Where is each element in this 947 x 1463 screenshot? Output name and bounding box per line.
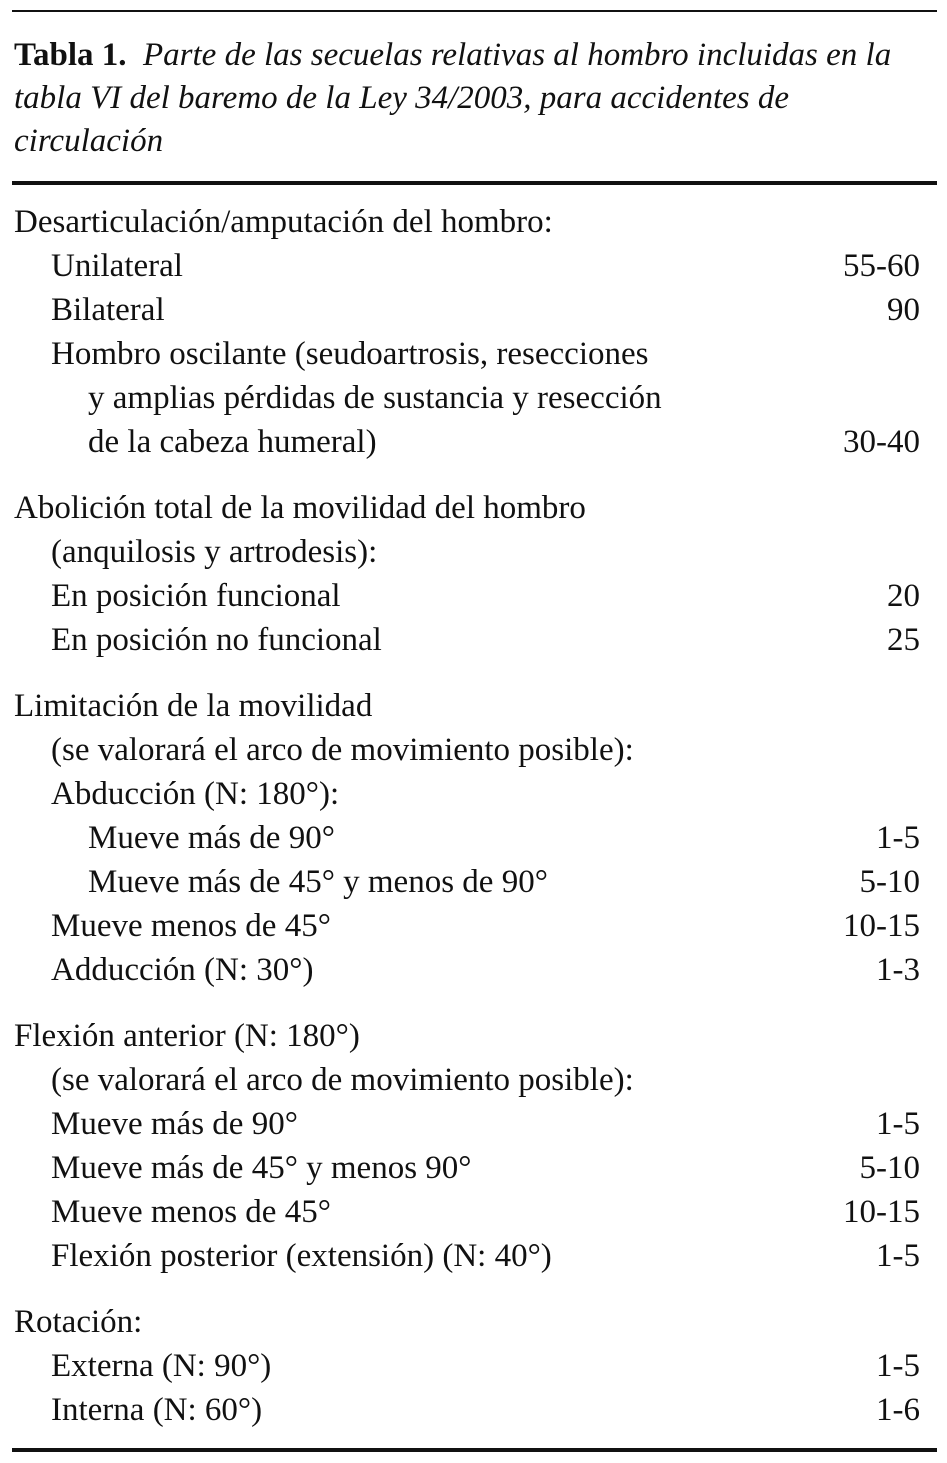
row-label: (se valorará el arco de movimiento posible): [51,1062,634,1098]
row-label: Mueve menos de 45° [51,1194,331,1230]
table-row [12,1102,937,1146]
table-section [12,1014,937,1278]
row-label: Mueve menos de 45° [51,908,331,944]
table-row [12,420,937,464]
table-section [12,200,937,464]
row-value: 1-6 [876,1392,920,1428]
row-value: 10-15 [843,908,920,944]
row-label: En posición funcional [51,578,341,614]
table-row [12,860,937,904]
table-row [12,244,937,288]
table-row [12,200,937,244]
row-label: Desarticulación/amputación del hombro: [14,204,553,240]
table-row [12,684,937,728]
caption-label: Tabla 1. [14,37,127,73]
row-value: 1-5 [876,1238,920,1274]
row-label: Abducción (N: 180°): [51,776,340,812]
row-label: Adducción (N: 30°) [51,952,314,988]
row-label: (anquilosis y artrodesis): [51,534,378,570]
row-label: Rotación: [14,1304,143,1340]
row-value: 1-3 [876,952,920,988]
table-row [12,332,937,376]
row-value: 55-60 [843,248,920,284]
table-row [12,1388,937,1432]
row-label: Externa (N: 90°) [51,1348,272,1384]
row-label: Mueve más de 45° y menos 90° [51,1150,472,1186]
row-label: Hombro oscilante (seudoartrosis, resecciones [51,336,649,372]
top-rule [12,10,937,12]
table-row [12,376,937,420]
row-value: 10-15 [843,1194,920,1230]
bottom-rule [12,1448,937,1452]
table-row [12,948,937,992]
table-row [12,618,937,662]
table-row [12,904,937,948]
row-label: Unilateral [51,248,183,284]
sequelae-table [12,200,937,1432]
row-label: En posición no funcional [51,622,382,658]
row-label: y amplias pérdidas de sustancia y resección [88,380,662,416]
row-label: Mueve más de 90° [51,1106,298,1142]
table-row [12,1234,937,1278]
row-value: 90 [887,292,920,328]
table-row [12,1014,937,1058]
row-value: 20 [887,578,920,614]
header-rule [12,181,937,185]
table-row [12,574,937,618]
table-row [12,816,937,860]
table-row [12,1300,937,1344]
section-gap [12,662,937,684]
row-label: Flexión anterior (N: 180°) [14,1018,360,1054]
row-value: 1-5 [876,1106,920,1142]
row-label: Bilateral [51,292,165,328]
row-value: 1-5 [876,820,920,856]
caption-text: Parte de las secuelas relativas al hombro incluidas en la tabla VI del baremo de la Ley 34/2003, para accidentes de circulación [14,37,892,159]
row-value: 30-40 [843,424,920,460]
row-value: 5-10 [859,864,920,900]
table-row [12,1190,937,1234]
table-caption [14,34,914,163]
section-gap [12,1278,937,1300]
row-value: 1-5 [876,1348,920,1384]
section-gap [12,992,937,1014]
row-value: 25 [887,622,920,658]
row-label: (se valorará el arco de movimiento posible): [51,732,634,768]
table-row [12,1058,937,1102]
table-section [12,486,937,662]
table-row [12,530,937,574]
table-row [12,772,937,816]
row-value: 5-10 [859,1150,920,1186]
row-label: Flexión posterior (extensión) (N: 40°) [51,1238,552,1274]
table-section [12,684,937,992]
table-row [12,1146,937,1190]
row-label: Abolición total de la movilidad del hombro [14,490,586,526]
table-row [12,486,937,530]
row-label: Mueve más de 90° [88,820,335,856]
table-row [12,288,937,332]
row-label: Limitación de la movilidad [14,688,373,724]
row-label: Interna (N: 60°) [51,1392,263,1428]
row-label: de la cabeza humeral) [88,424,377,460]
table-row [12,728,937,772]
row-label: Mueve más de 45° y menos de 90° [88,864,548,900]
table-section [12,1300,937,1432]
section-gap [12,464,937,486]
table-row [12,1344,937,1388]
